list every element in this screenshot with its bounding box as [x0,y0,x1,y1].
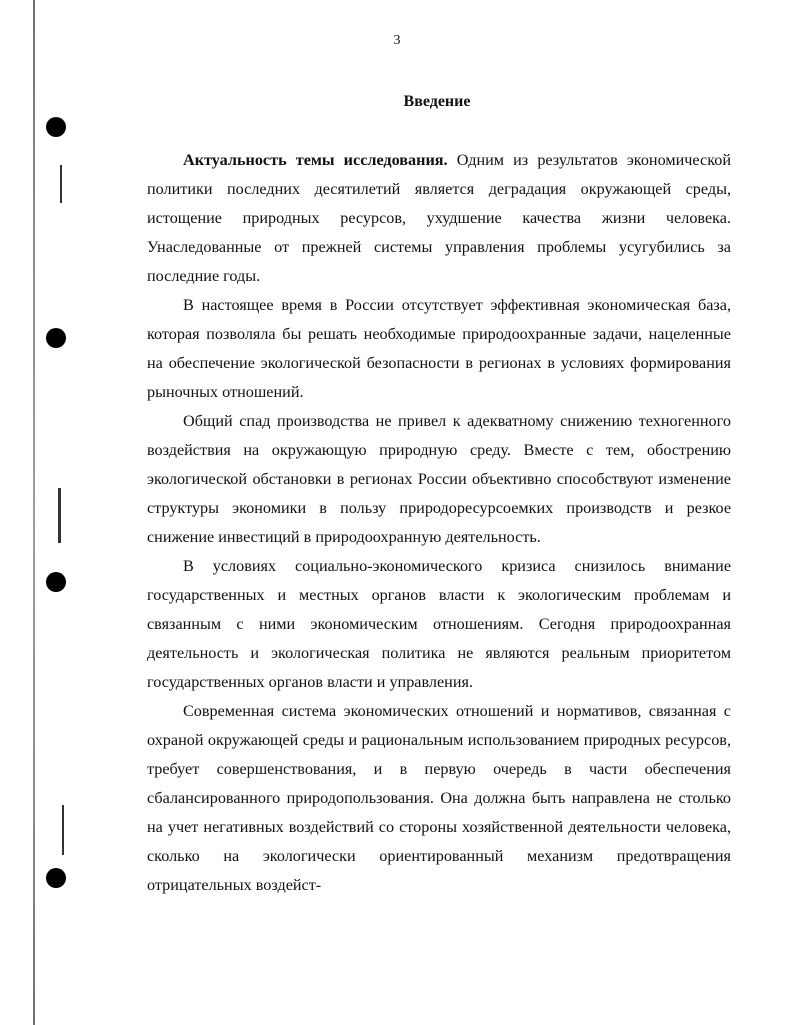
paragraph-lead: Актуальность темы исследования. [183,151,448,169]
section-heading: Введение [403,93,471,110]
paragraph: Общий спад производства не привел к адекватному снижению техногенного воздействия на окружающую природную среду. Вместе с тем, обострению экологической обстановки в регионах России объективно способствуют изменение структуры экономики в пользу природоресурсоемких производств и резкое снижение инвестиций в природоохранную деятельность. [147,412,731,546]
paragraph-text: Одним из результатов экономической политики последних десятилетий является деградация окружающей среды, истощение природных ресурсов, ухудшение качества жизни человека. Унаследованные от прежней системы управления проблемы усугубились за последние годы. [147,151,731,285]
paragraph: Современная система экономических отношений и нормативов, связанная с охраной окружающей среды и рациональным использованием природных ресурсов, требует совершенствования, и в первую очередь в части обеспечения сбалансированного природопользования. Она должна быть направлена не столько на учет негативных воздействий со стороны хозяйственной деятельности человека, сколько на экологически ориентированный механизм предотвращения отрицательных воздейст- [147,702,731,894]
paragraph: В настоящее время в России отсутствует эффективная экономическая база, которая позволяла бы решать необходимые природоохранные задачи, нацеленные на обеспечение экологической безопасности в регионах в условиях формирования рыночных отношений. [147,296,731,401]
paragraph [147,146,731,291]
scan-mark [58,488,67,543]
paragraph: В условиях социально-экономического кризиса снизилось внимание государственных и местных органов власти к экологическим проблемам и связанным с ними экономическим отношениям. Сегодня природоохранная деятельность и экологическая политика не являются реальным приоритетом государственных органов власти и управления. [147,557,731,691]
punch-hole [46,868,66,888]
punch-hole [46,117,66,137]
page-number: 3 [393,33,401,48]
punch-hole [46,572,66,592]
scan-mark [60,165,68,203]
body-text [147,146,731,900]
scan-mark [62,805,70,855]
punch-hole [46,328,66,348]
scan-edge-line [33,0,35,1025]
